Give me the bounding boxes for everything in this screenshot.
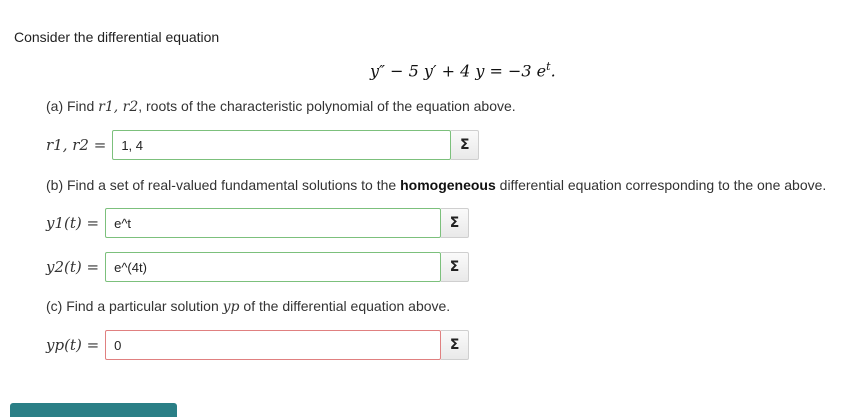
yp-label: yp(t) = xyxy=(46,336,100,354)
yp-input[interactable] xyxy=(105,330,441,360)
part-c-var: yp xyxy=(222,299,240,315)
part-c-question xyxy=(46,298,450,315)
sigma-icon[interactable]: Σ xyxy=(441,330,469,360)
part-c-text-after: of the differential equation above. xyxy=(239,298,451,314)
y2-input[interactable] xyxy=(105,252,441,282)
part-a-label: r1, r2 = xyxy=(46,136,107,154)
part-a-vars: r1, r2 xyxy=(98,99,139,115)
sigma-icon[interactable]: Σ xyxy=(441,208,469,238)
part-a-text-before: (a) Find xyxy=(46,98,99,114)
part-b-y2-row xyxy=(46,252,469,282)
part-a-answer-row xyxy=(46,130,479,160)
equation-end: . xyxy=(550,61,556,81)
part-c-answer-row xyxy=(46,330,469,360)
y1-input[interactable] xyxy=(105,208,441,238)
part-a-question xyxy=(46,98,516,115)
question-prompt: Consider the differential equation xyxy=(14,29,220,45)
equation-main: y″ − 5 y′ + 4 y = −3 e xyxy=(370,61,547,81)
part-b-bold: homogeneous xyxy=(400,177,496,193)
differential-equation xyxy=(370,60,556,80)
part-a-text-after: , roots of the characteristic polynomial of the equation above. xyxy=(138,98,516,114)
sigma-icon[interactable]: Σ xyxy=(441,252,469,282)
part-b-question xyxy=(46,177,826,193)
part-c-text-before: (c) Find a particular solution xyxy=(46,298,223,314)
equation-exponent: t xyxy=(546,60,551,73)
y2-label: y2(t) = xyxy=(46,258,100,276)
part-b-text-before: (b) Find a set of real-valued fundamental solutions to the xyxy=(46,177,401,193)
y1-label: y1(t) = xyxy=(46,214,100,232)
part-b-y1-row xyxy=(46,208,469,238)
sigma-icon[interactable]: Σ xyxy=(451,130,479,160)
submit-button[interactable] xyxy=(10,403,177,417)
roots-input[interactable] xyxy=(112,130,451,160)
part-b-text-after: differential equation corresponding to the one above. xyxy=(495,177,827,193)
